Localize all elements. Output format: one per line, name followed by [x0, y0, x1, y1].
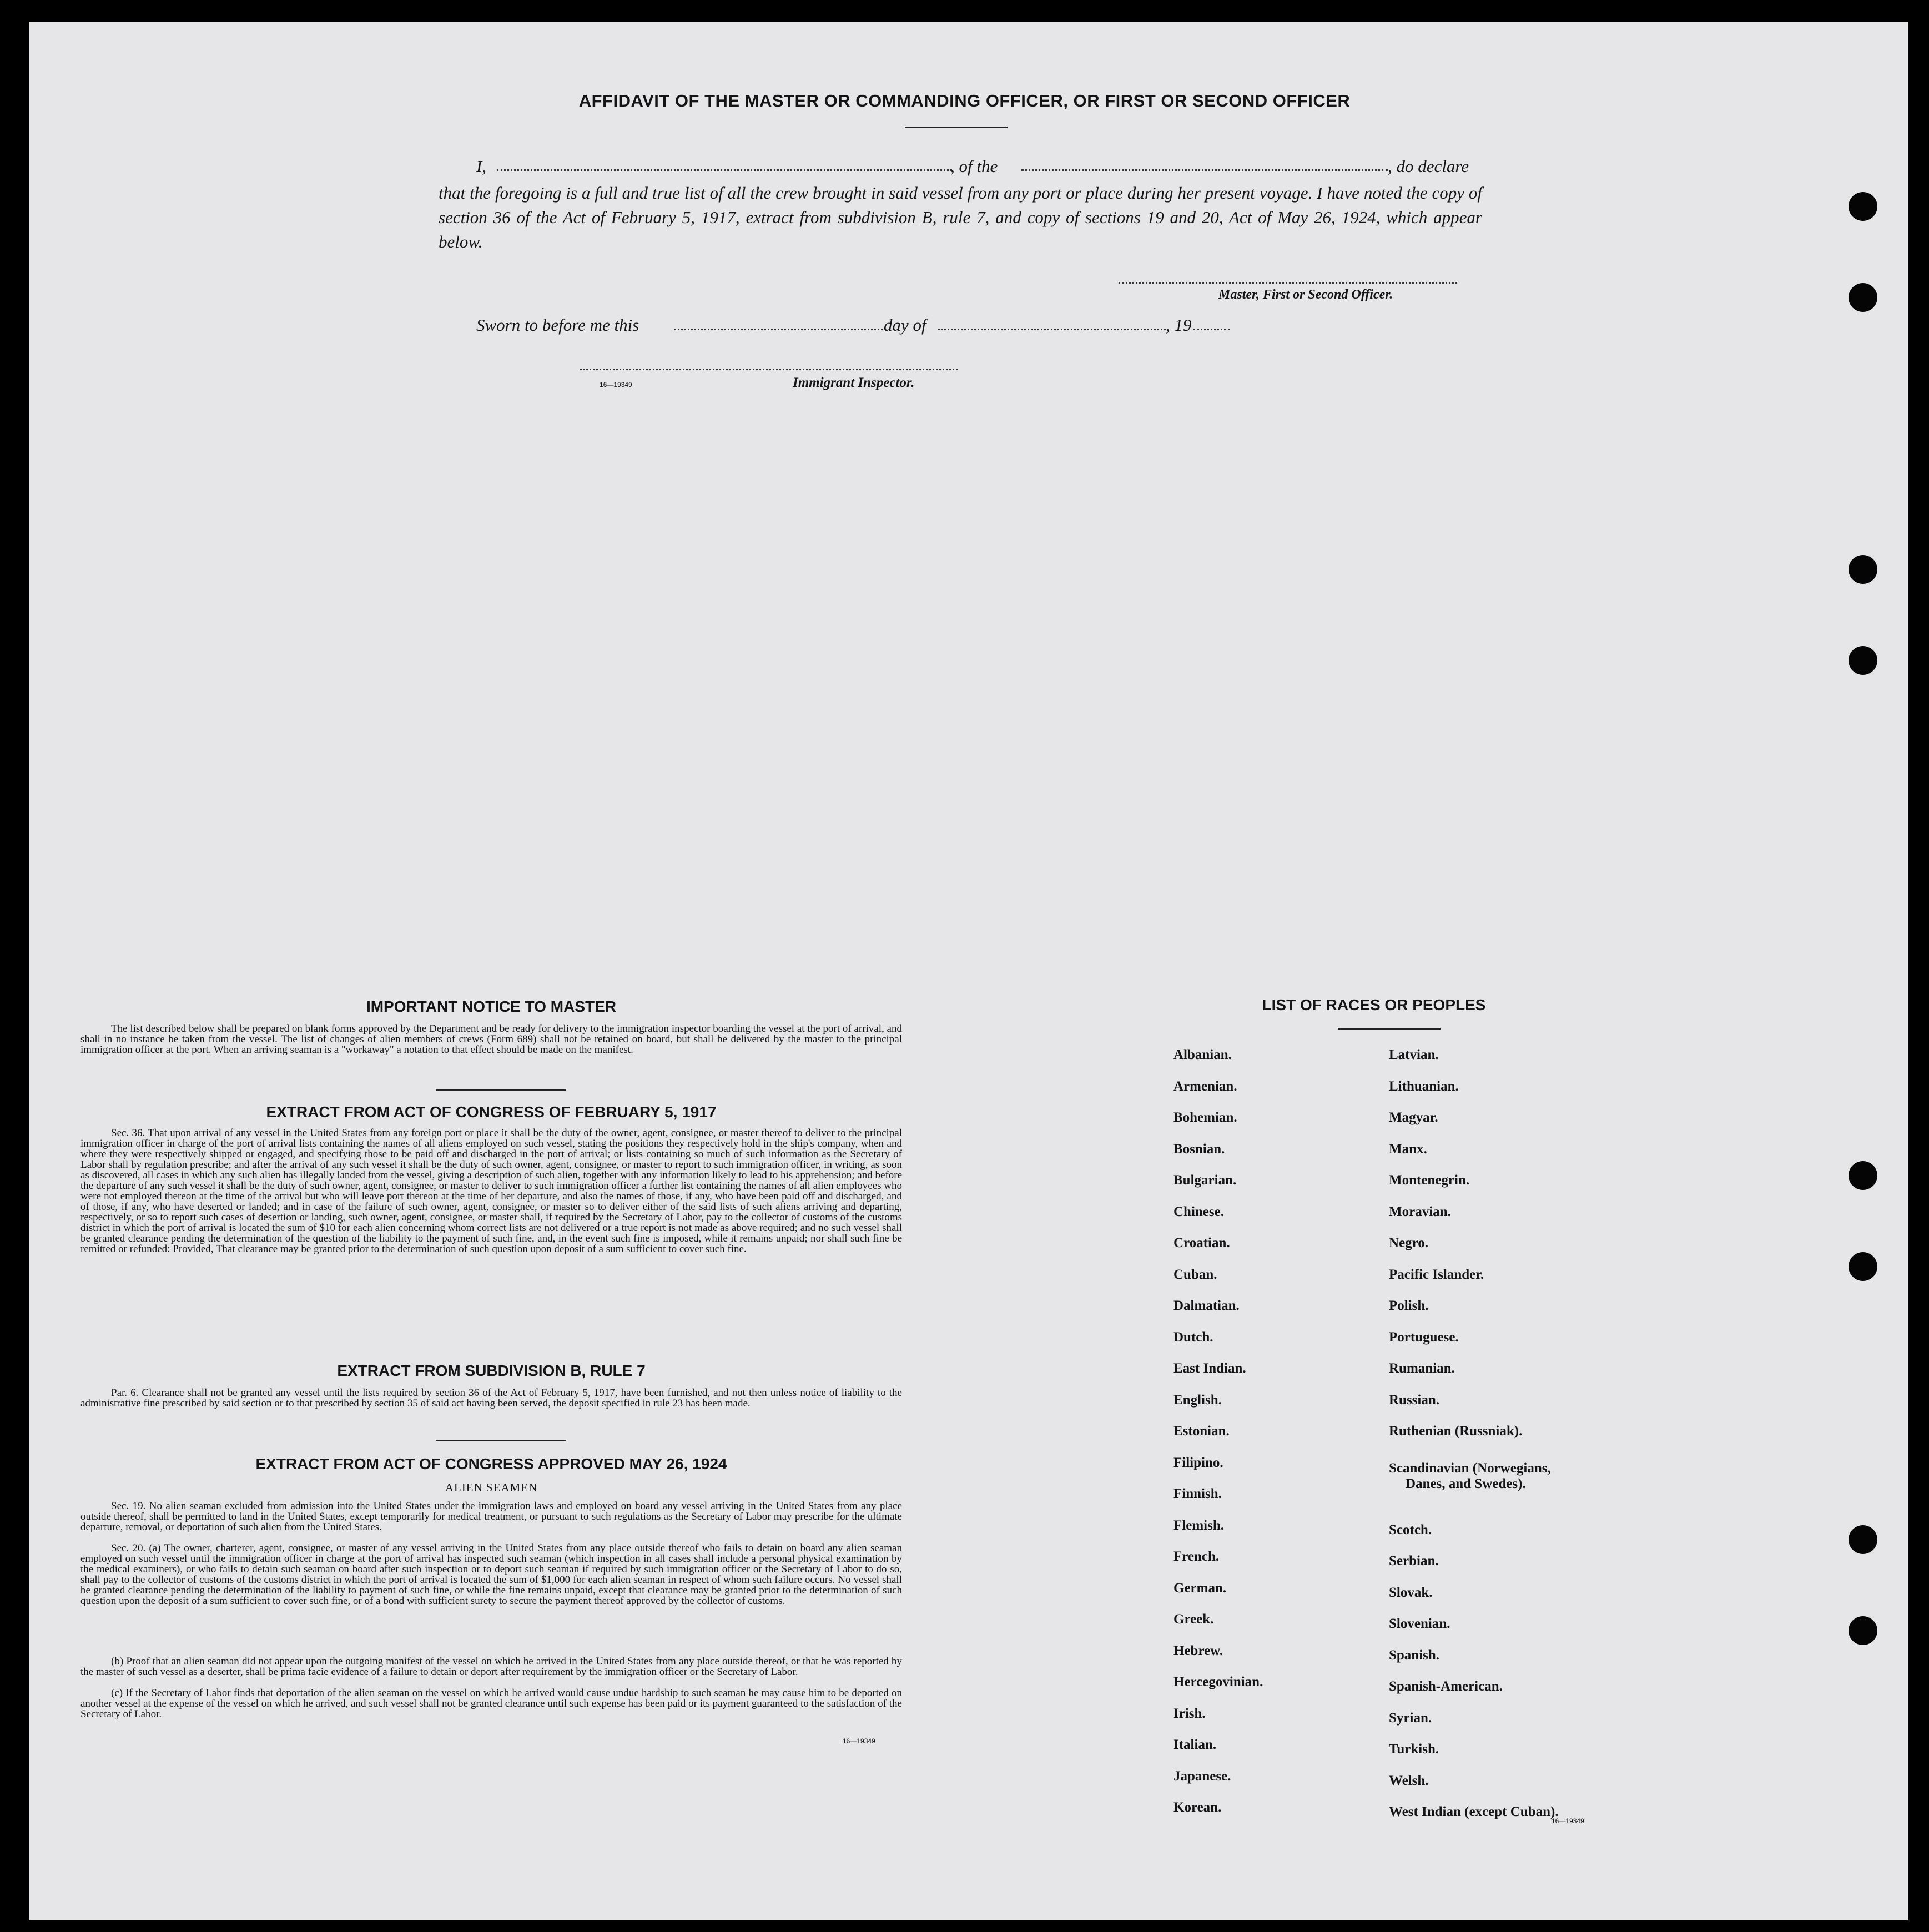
do-declare-label: , do declare [1388, 157, 1469, 176]
race-item: Montenegrin. [1389, 1173, 1470, 1188]
races-divider [1338, 1028, 1441, 1030]
race-item: Bohemian. [1173, 1110, 1237, 1125]
inspector-label: Immigrant Inspector. [793, 375, 915, 390]
race-item: German. [1173, 1580, 1227, 1596]
race-item: Flemish. [1173, 1517, 1224, 1533]
notice-title: IMPORTANT NOTICE TO MASTER [366, 998, 617, 1015]
race-item: Albanian. [1173, 1047, 1232, 1062]
race-item: Syrian. [1389, 1710, 1432, 1726]
race-item: Bulgarian. [1173, 1173, 1237, 1188]
race-item: Chinese. [1173, 1204, 1224, 1219]
race-item: Italian. [1173, 1737, 1217, 1752]
extract-1917-title: EXTRACT FROM ACT OF CONGRESS OF FEBRUARY 5, 1917 [266, 1103, 717, 1121]
race-item: Moravian. [1389, 1204, 1451, 1219]
race-item: Manx. [1389, 1141, 1427, 1157]
race-item: Russian. [1389, 1392, 1440, 1408]
race-item: Scandinavian (Norwegians, [1389, 1460, 1551, 1476]
race-item: Hercegovinian. [1173, 1674, 1263, 1689]
sec19-body: Sec. 19. No alien seaman excluded from admission into the United States under the immigration laws and employed on board any vessel arriving in the United States from any place outside thereof, shall be permitted to land in the United States, except temporarily for medical treatment, or pursuant to such regulations as the Secretary of Labor may prescribe for the ultimate departure, removal, or deportation of such alien from the United States. [80, 1500, 902, 1533]
punch-hole [1849, 1525, 1877, 1554]
notice-body: The list described below shall be prepared on blank forms approved by the Department and be ready for delivery to the immigration inspector boarding the vessel at the port of arrival, and shall in no instance be taken from the vessel. The list of changes of alien members of crews (Form 689) shall not be retained on board, but shall be delivered by the master to the principal immigration officer at the port. When an arriving seaman is a "workaway" a notation to that effect should be made on the manifest. [80, 1023, 902, 1056]
extract-1917-body: Sec. 36. That upon arrival of any vessel in the United States from any foreign port or place it shall be the duty of the owner, agent, consignee, or master thereof to deliver to the principal immigration officer in charge of the port of arrival lists containing the names of all aliens employed on such vessel, stating the positions they respectively hold in the ship's company, when and where they were respectively shipped or engaged, and specifying those to be paid off and discharged in the port of arrival; or lists containing so much of such information as the Secretary of Labor shall by regulation prescribe; and after the arrival of any such vessel it shall be the duty of such owner, agent, consignee, or master to report to such immigration officer, in writing, as soon as discovered, all cases in which any such alien has illegally landed from the vessel, giving a description of such alien, together with any information likely to lead to his apprehension; and before the departure of any such vessel it shall be the duty of such owner, agent, consignee, or master to deliver to such immigration officer a further list containing the names of all alien employees who were not employed thereon at the time of the arrival but who will leave port thereon at the time of her departure, and also the names of those, if any, who have been paid off and discharged, and of those, if any, who have deserted or landed; and in case of the failure of such owner, agent, consignee, or master so to deliver either of the said lists of such aliens arriving and departing, respectively, or so to report such cases of desertion or landing, such owner, agent, consignee, or master shall, if required by the Secretary of Labor, pay to the collector of customs of the customs district in which the port of arrival is located the sum of $10 for each alien concerning whom correct lists are not delivered or a true report is not made as above required; and no such vessel shall be granted clearance pending the determination of the question of the liability to the payment of such fine, and, in the event such fine is imposed, while it remains unpaid; nor shall such fine be remitted or refunded: Provided, That clearance may be granted prior to the determination of such question upon deposit of a sum sufficient to cover such fine. [80, 1127, 902, 1255]
punch-hole [1849, 283, 1877, 312]
sec20b-body: (b) Proof that an alien seaman did not appear upon the outgoing manifest of the vessel on which he arrived in the United States from any place outside thereof, or that he was reported by the master of such vessel as a deserter, shall be prima facie evidence of a failure to detain or deport after requirement by the immigration officer or the Secretary of Labor. [80, 1656, 902, 1678]
race-item: Welsh. [1389, 1773, 1429, 1788]
race-item: Cuban. [1173, 1267, 1217, 1282]
punch-hole [1849, 646, 1877, 675]
sec20b-text [80, 1656, 902, 1677]
race-item: Armenian. [1173, 1078, 1237, 1094]
race-item: Spanish-American. [1389, 1679, 1503, 1694]
race-item: East Indian. [1173, 1361, 1246, 1376]
race-item: Finnish. [1173, 1486, 1222, 1501]
of-the-label: , of the [950, 157, 998, 176]
month-field[interactable] [938, 329, 1166, 330]
form-number: 16—19349 [1552, 1817, 1584, 1825]
name-field[interactable] [497, 169, 952, 171]
race-item: Japanese. [1173, 1768, 1231, 1784]
day-of-label: day of [884, 315, 926, 335]
sec20a-body: Sec. 20. (a) The owner, charterer, agent, consignee, or master of any vessel arriving in the United States from any place outside thereof who fails to detain on board any alien seaman employed on such vessel until the immigration officer in charge at the port of arrival has inspected such seaman (which inspection in all cases shall include a personal physical examination by the medical examiners), or who fails to detain such seaman on board after such inspection or to deport such seaman if required by such immigration officer or the Secretary of Labor to do so, shall pay to the collector of customs of the customs district in which the port of arrival is located the sum of $1,000 for each alien seaman in respect of whom such failure occurs. No vessel shall be granted clearance pending the determination of the liability to payment of such fine, or while the fine remains unpaid, except that clearance may be granted prior to the determination of such question upon the deposit of a sum sufficient to cover such fine, or of a bond with sufficient surety to secure the payment thereof approved by the collector of customs. [80, 1542, 902, 1607]
i-label: I, [476, 157, 487, 176]
race-item: Rumanian. [1389, 1361, 1455, 1376]
document-page [29, 22, 1908, 1920]
section-divider [436, 1089, 566, 1091]
race-item: English. [1173, 1392, 1222, 1408]
race-item: Latvian. [1389, 1047, 1439, 1062]
race-item: Irish. [1173, 1706, 1206, 1721]
extract-rule7-title: EXTRACT FROM SUBDIVISION B, RULE 7 [337, 1362, 646, 1379]
day-field[interactable] [674, 329, 883, 330]
race-item: Bosnian. [1173, 1141, 1225, 1157]
punch-hole [1849, 1252, 1877, 1281]
notice-text [80, 1023, 902, 1055]
race-item: Dutch. [1173, 1329, 1213, 1345]
race-item: Portuguese. [1389, 1329, 1459, 1345]
inspector-signature-field[interactable] [580, 369, 958, 370]
race-item: Serbian. [1389, 1553, 1439, 1568]
year-label: , 19 [1166, 315, 1192, 335]
race-item: Turkish. [1389, 1742, 1439, 1757]
master-signature-label: Master, First or Second Officer. [1218, 287, 1393, 302]
year-field[interactable] [1193, 329, 1230, 330]
race-item: Scotch. [1389, 1522, 1432, 1537]
extract-1924-title: EXTRACT FROM ACT OF CONGRESS APPROVED MAY 26, 1924 [255, 1455, 727, 1472]
alien-seamen-subtitle: ALIEN SEAMEN [445, 1481, 538, 1494]
race-item: Magyar. [1389, 1110, 1438, 1125]
punch-hole [1849, 1161, 1877, 1190]
extract-rule7-text [80, 1388, 902, 1409]
race-item: Lithuanian. [1389, 1078, 1459, 1094]
race-item: Estonian. [1173, 1424, 1230, 1439]
race-item: Croatian. [1173, 1235, 1230, 1250]
affidavit-title: AFFIDAVIT OF THE MASTER OR COMMANDING OFFICER, OR FIRST OR SECOND OFFICER [578, 91, 1351, 110]
form-number: 16—19349 [600, 381, 632, 389]
race-item: Slovenian. [1389, 1616, 1450, 1631]
races-title: LIST OF RACES OR PEOPLES [1262, 996, 1486, 1013]
section-divider [436, 1440, 566, 1441]
form-number: 16—19349 [843, 1737, 875, 1745]
sec19-text [80, 1501, 902, 1532]
vessel-field[interactable] [1021, 169, 1388, 171]
punch-hole [1849, 555, 1877, 584]
race-item: Polish. [1389, 1298, 1429, 1313]
race-item: Negro. [1389, 1235, 1429, 1250]
declaration-text: that the foregoing is a full and true list of all the crew brought in said vessel from any port or place during her present voyage. I have noted the copy of section 36 of the Act of February 5, 1917, extract from subdivision B, rule 7, and copy of sections 19 and 20, Act of May 26, 1924, which appear below. [439, 183, 1482, 251]
race-item: Dalmatian. [1173, 1298, 1240, 1313]
sec20c-text [80, 1688, 902, 1719]
sec20a-text [80, 1543, 902, 1606]
race-item: Filipino. [1173, 1455, 1223, 1470]
punch-hole [1849, 192, 1877, 221]
race-item: West Indian (except Cuban). [1389, 1804, 1559, 1819]
race-item: Spanish. [1389, 1647, 1440, 1663]
race-item: Korean. [1173, 1800, 1222, 1815]
title-divider [905, 127, 1008, 128]
sec20c-body: (c) If the Secretary of Labor finds that deportation of the alien seaman on the vessel on which he arrived would cause undue hardship to such seaman he may cause him to be deported on another vessel at the expense of the vessel on which he arrived, and such vessel shall not be granted clearance until such expense has been paid or its payment guaranteed to the satisfaction of the Secretary of Labor. [80, 1687, 902, 1720]
race-item: Hebrew. [1173, 1643, 1223, 1658]
race-item: Danes, and Swedes). [1406, 1476, 1526, 1491]
extract-1917-text [80, 1128, 902, 1254]
punch-hole [1849, 1616, 1877, 1645]
race-item: Pacific Islander. [1389, 1267, 1484, 1282]
race-item: Slovak. [1389, 1585, 1433, 1600]
race-item: French. [1173, 1549, 1220, 1564]
sworn-label: Sworn to before me this [476, 315, 639, 335]
extract-rule7-body: Par. 6. Clearance shall not be granted any vessel until the lists required by section 36 of the Act of February 5, 1917, have been furnished, and not then unless notice of liability to the administrative fine prescribed by said section or to that prescribed by section 35 of said act having been served, the deposit specified in rule 23 has been made. [80, 1387, 902, 1409]
master-signature-field[interactable] [1119, 282, 1457, 284]
race-item: Greek. [1173, 1612, 1214, 1627]
race-item: Ruthenian (Russniak). [1389, 1424, 1523, 1439]
